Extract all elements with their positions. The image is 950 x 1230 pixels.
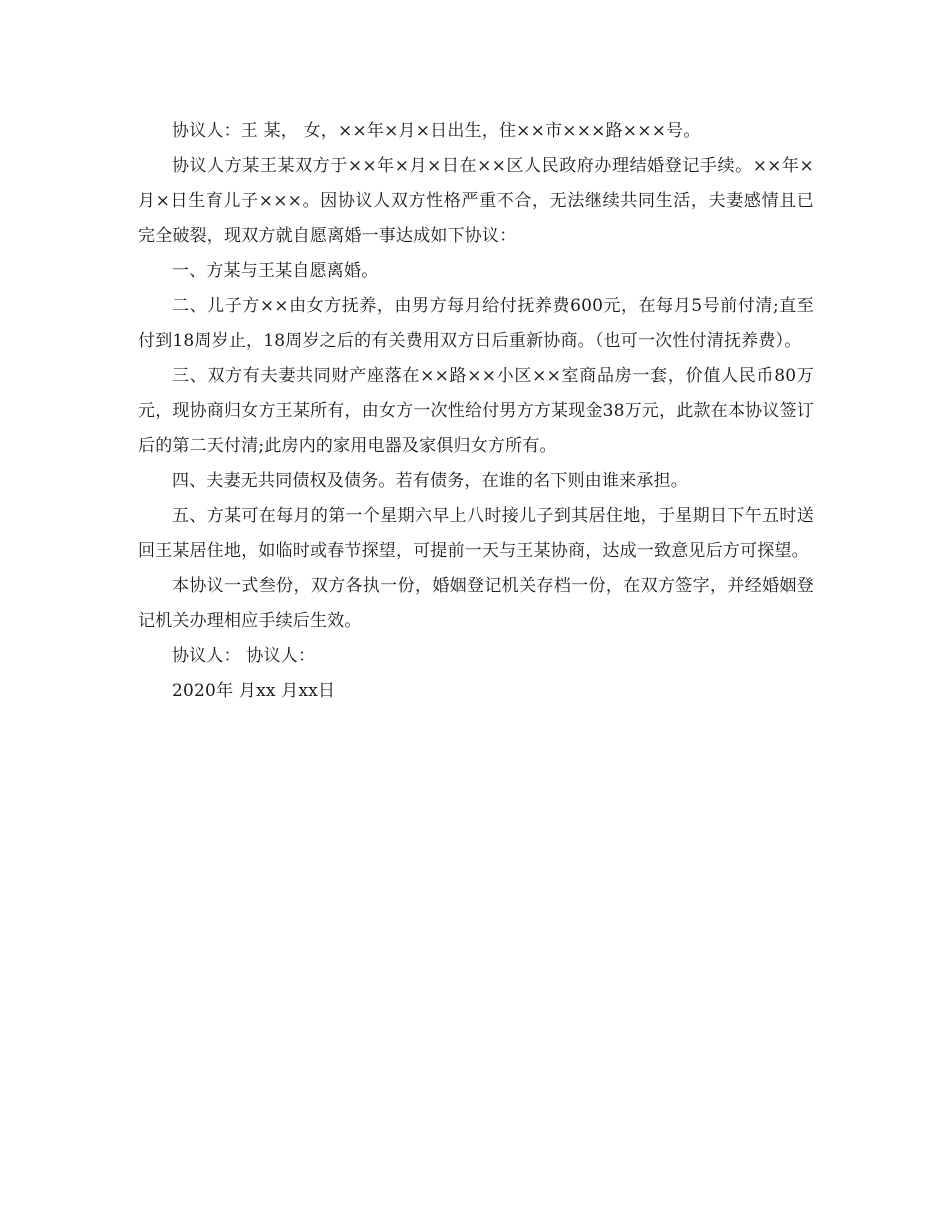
- background-paragraph: 协议人方某王某双方于××年×月×日在××区人民政府办理结婚登记手续。××年×月×日生育儿子×××。因协议人双方性格严重不合，无法继续共同生活，夫妻感情且已完全破裂，现双方就自愿离婚一事达成如下协议：: [138, 156, 814, 246]
- party-info-paragraph: 协议人：王 某， 女，××年×月×日出生，住××市×××路×××号。: [172, 121, 701, 141]
- date-line: 2020年 月xx 月xx日: [172, 681, 336, 701]
- clause-4-paragraph: 四、夫妻无共同债权及债务。若有债务，在谁的名下则由谁来承担。: [172, 471, 688, 491]
- effectiveness-paragraph: 本协议一式叁份，双方各执一份，婚姻登记机关存档一份，在双方签字，并经婚姻登记机关办理相应手续后生效。: [138, 576, 814, 631]
- clause-3-paragraph: 三、双方有夫妻共同财产座落在××路××小区××室商品房一套，价值人民币80万元，现协商归女方王某所有，由女方一次性给付男方方某现金38万元，此款在本协议签订后的第二天付清;此房内的家用电器及家俱归女方所有。: [138, 366, 814, 456]
- signature-line: 协议人： 协议人：: [172, 646, 316, 666]
- document-body: [138, 114, 814, 709]
- clause-5-paragraph: 五、方某可在每月的第一个星期六早上八时接儿子到其居住地，于星期日下午五时送回王某居住地，如临时或春节探望，可提前一天与王某协商，达成一致意见后方可探望。: [138, 506, 814, 561]
- clause-2-paragraph: 二、儿子方××由女方抚养，由男方每月给付抚养费600元，在每月5号前付清;直至付到18周岁止，18周岁之后的有关费用双方日后重新协商。（也可一次性付清抚养费）。: [138, 296, 814, 351]
- clause-1-paragraph: 一、方某与王某自愿离婚。: [172, 261, 379, 281]
